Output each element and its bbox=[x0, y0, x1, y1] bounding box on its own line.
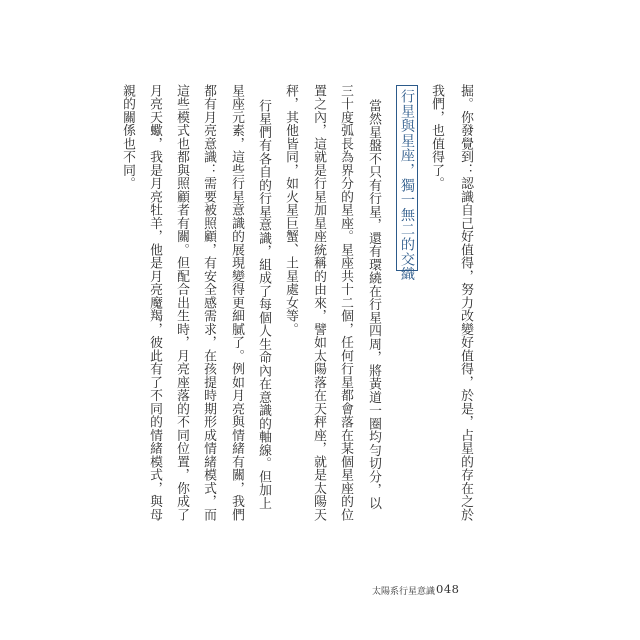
text-column-5: 置之內，這就是行星加星座統稱的由來，譬如太陽落在天秤座，就是太陽天 bbox=[311, 84, 326, 522]
text-column-7: 行星們有各自的行星意識，組成了每個人生命內在意識的軸線。但加上 bbox=[256, 99, 271, 510]
text-column-1: 掘。你發覺到：認識自己好值得，努力改變好值得，於是，占星的存在之於 bbox=[458, 84, 473, 522]
text-column-8: 星座元素，這些行星意識的展現變得更細膩了。例如月亮與情緒有關，我們 bbox=[229, 84, 244, 522]
page-number: 048 bbox=[436, 582, 460, 596]
section-heading: 行星與星座，獨一無二的交織 bbox=[399, 89, 415, 282]
text-column-9: 都有月亮意識：需要被照顧，有安全感需求，在孩提時期形成情緒模式，而 bbox=[201, 84, 216, 522]
text-column-12: 親的關係也不同。 bbox=[120, 84, 135, 190]
running-footer-title: 太陽系行星意識 bbox=[372, 587, 436, 597]
text-column-6: 秤，其他皆同，如火星巨蟹、土星處女等。 bbox=[283, 84, 298, 336]
text-column-2: 我們，也值得了。 bbox=[429, 84, 444, 190]
text-column-11: 月亮天蠍，我是月亮牡羊，他是月亮魔羯，彼此有了不同的情緒模式，與母 bbox=[147, 84, 162, 522]
text-column-10: 這些模式也都與照顧者有關。但配合出生時，月亮座落的不同位置，你成了 bbox=[174, 84, 189, 522]
text-column-3: 當然星盤不只有行星，還有環繞在行星四周，將黃道一圈均勻切分，以 bbox=[366, 99, 381, 510]
section-heading-box bbox=[396, 85, 418, 282]
text-column-4: 三十度弧長為界分的星座。星座共十二個，任何行星都會落在某個星座的位 bbox=[338, 84, 353, 522]
